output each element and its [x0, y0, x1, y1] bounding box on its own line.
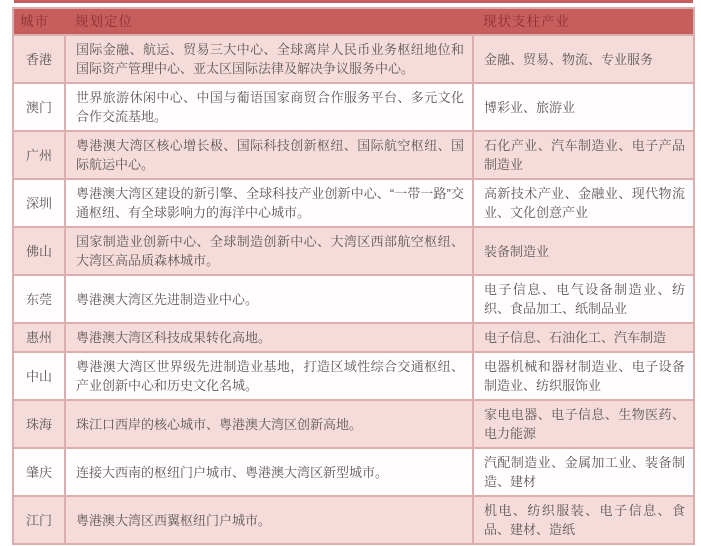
table-row [13, 275, 694, 323]
industries-cell: 电子信息、电气设备制造业、纺织、食品加工、纸制品业 [473, 275, 694, 323]
industries-cell: 汽配制造业、金属加工业、装备制造、建材 [473, 448, 694, 496]
header-industries: 现状支柱产业 [473, 8, 694, 35]
table-body [13, 35, 694, 544]
table-header [13, 8, 694, 35]
position-cell: 连接大西南的枢纽门户城市、粤港澳大湾区新型城市。 [65, 448, 473, 496]
position-cell: 粤港澳大湾区科技成果转化高地。 [65, 323, 473, 352]
position-cell: 粤港澳大湾区建设的新引擎、全球科技产业创新中心、“一带一路”交通枢纽、有全球影响力的海洋中心城市。 [65, 179, 473, 227]
table-row [13, 323, 694, 352]
city-cell: 珠海 [13, 400, 65, 448]
city-cell: 佛山 [13, 227, 65, 275]
city-cell: 澳门 [13, 83, 65, 131]
industries-cell: 高新技术产业、金融业、现代物流业、文化创意产业 [473, 179, 694, 227]
city-cell: 肇庆 [13, 448, 65, 496]
table-row [13, 352, 694, 400]
position-cell: 粤港澳大湾区核心增长极、国际科技创新枢纽、国际航空枢纽、国际航运中心。 [65, 131, 473, 179]
position-cell: 粤港澳大湾区世界级先进制造业基地，打造区域性综合交通枢纽、产业创新中心和历史文化名城。 [65, 352, 473, 400]
table-row [13, 131, 694, 179]
header-city: 城市 [13, 8, 65, 35]
city-cell: 惠州 [13, 323, 65, 352]
city-cell: 广州 [13, 131, 65, 179]
table-row [13, 179, 694, 227]
position-cell: 粤港澳大湾区先进制造业中心。 [65, 275, 473, 323]
industries-cell: 金融、贸易、物流、专业服务 [473, 35, 694, 83]
table-row [13, 496, 694, 544]
industries-cell: 机电、纺织服装、电子信息、食品、建材、造纸 [473, 496, 694, 544]
table-row [13, 83, 694, 131]
position-cell: 国家制造业创新中心、全球制造创新中心、大湾区西部航空枢纽、大湾区高品质森林城市。 [65, 227, 473, 275]
city-cell: 中山 [13, 352, 65, 400]
city-cell: 东莞 [13, 275, 65, 323]
industries-cell: 电器机械和器材制造业、电子设备制造业、纺织服饰业 [473, 352, 694, 400]
position-cell: 国际金融、航运、贸易三大中心、全球离岸人民币业务枢纽地位和国际资产管理中心、亚太区国际法律及解决争议服务中心。 [65, 35, 473, 83]
city-cell: 江门 [13, 496, 65, 544]
industries-cell: 石化产业、汽车制造业、电子产品制造业 [473, 131, 694, 179]
industries-cell: 博彩业、旅游业 [473, 83, 694, 131]
city-cell: 香港 [13, 35, 65, 83]
table-row [13, 35, 694, 83]
top-edge-strip [14, 0, 693, 3]
position-cell: 珠江口西岸的核心城市、粤港澳大湾区创新高地。 [65, 400, 473, 448]
position-cell: 粤港澳大湾区西翼枢纽门户城市。 [65, 496, 473, 544]
header-row [13, 8, 694, 35]
city-cell: 深圳 [13, 179, 65, 227]
table-row [13, 448, 694, 496]
industries-cell: 电子信息、石油化工、汽车制造 [473, 323, 694, 352]
industries-cell: 装备制造业 [473, 227, 694, 275]
industries-cell: 家电电器、电子信息、生物医药、电力能源 [473, 400, 694, 448]
position-cell: 世界旅游休闲中心、中国与葡语国家商贸合作服务平台、多元文化合作交流基地。 [65, 83, 473, 131]
table-row [13, 227, 694, 275]
gba-cities-table [12, 7, 695, 545]
header-position: 规划定位 [65, 8, 473, 35]
table-row [13, 400, 694, 448]
